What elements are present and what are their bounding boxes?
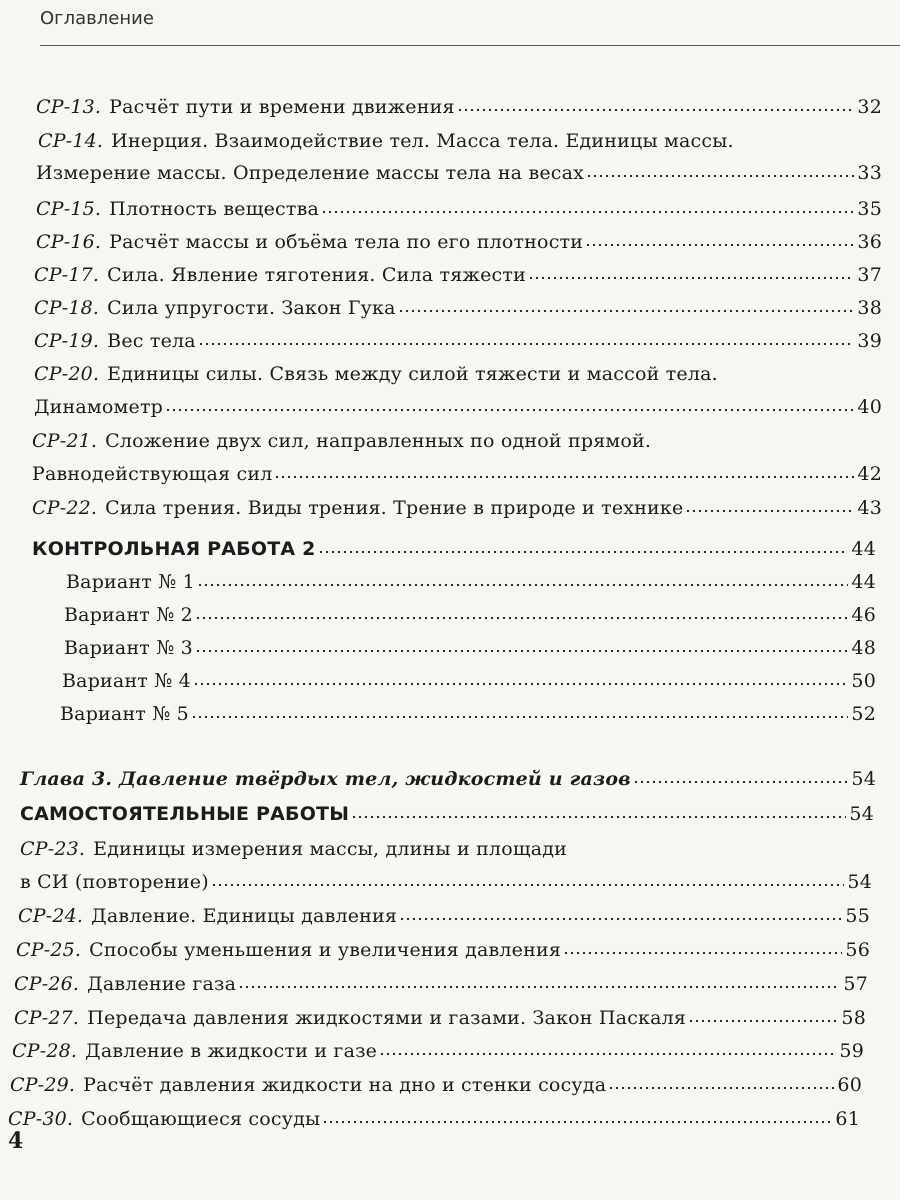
dot-leader xyxy=(165,408,854,412)
dot-leader xyxy=(586,174,854,178)
dot-leader xyxy=(528,276,854,280)
toc-entry-sr17 xyxy=(0,256,900,290)
entry-title: Сообщающиеся сосуды xyxy=(81,1108,321,1130)
toc-entry-sr16 xyxy=(0,223,900,257)
toc-entry-sr29 xyxy=(0,1066,900,1100)
dot-leader xyxy=(238,985,840,989)
toc-entry-sr26 xyxy=(0,965,900,999)
toc-entry-sr27 xyxy=(0,999,900,1033)
toc-variant-4 xyxy=(0,662,900,696)
entry-page: 38 xyxy=(857,297,882,319)
toc-entry-sr22 xyxy=(0,489,900,523)
entry-title: Сила упругости. Закон Гука xyxy=(107,297,396,319)
chapter-title: Глава 3. Давление твёрдых тел, жидкостей и газов xyxy=(20,768,631,790)
toc-entry-sr30 xyxy=(0,1100,900,1134)
entry-page: 55 xyxy=(845,905,870,927)
dot-leader xyxy=(585,243,854,247)
entry-title: Давление газа xyxy=(87,973,237,995)
dot-leader xyxy=(193,682,848,686)
toc-entry-sr21 xyxy=(0,422,900,486)
entry-code: СР-19. xyxy=(34,330,100,352)
dot-leader xyxy=(608,1086,834,1090)
dot-leader xyxy=(457,108,854,112)
entry-code: СР-26. xyxy=(14,973,80,995)
entry-page: 54 xyxy=(851,768,876,790)
entry-page: 61 xyxy=(835,1108,860,1130)
toc-entry-sr28 xyxy=(0,1032,900,1066)
entry-code: СР-20. xyxy=(34,363,100,385)
entry-code: СР-25. xyxy=(16,939,82,961)
entry-title-cont: Измерение массы. Определение массы тела на весах xyxy=(36,162,585,184)
entry-code: СР-21. xyxy=(32,430,98,452)
entry-title: Передача давления жидкостями и газами. Закон Паскаля xyxy=(87,1007,687,1029)
toc-variant-5 xyxy=(0,695,900,729)
variant-title: Вариант № 4 xyxy=(62,670,191,692)
entry-page: 50 xyxy=(851,670,876,692)
entry-title: Сложение двух сил, направленных по одной прямой. xyxy=(105,430,652,452)
entry-page: 32 xyxy=(857,96,882,118)
toc-entry-sr18 xyxy=(0,289,900,323)
entry-code: СР-28. xyxy=(12,1040,78,1062)
entry-page: 44 xyxy=(851,571,876,593)
entry-page: 40 xyxy=(857,396,882,418)
toc-variant-2 xyxy=(0,596,900,630)
entry-code: СР-14. xyxy=(38,130,104,152)
variant-title: Вариант № 1 xyxy=(66,571,195,593)
dot-leader xyxy=(351,815,846,819)
entry-code: СР-16. xyxy=(36,231,102,253)
toc-entry-sr20 xyxy=(0,355,900,419)
entry-page: 37 xyxy=(857,264,882,286)
variant-title: Вариант № 5 xyxy=(60,703,189,725)
entry-page: 43 xyxy=(857,497,882,519)
entry-page: 33 xyxy=(857,162,882,184)
dot-leader xyxy=(398,309,854,313)
entry-page: 48 xyxy=(851,637,876,659)
entry-title-cont: Динамометр xyxy=(34,396,164,418)
running-header: Оглавление xyxy=(40,8,154,29)
entry-code: СР-15. xyxy=(36,198,102,220)
variant-title: Вариант № 2 xyxy=(64,604,193,626)
toc-section-independent-work xyxy=(0,795,900,829)
toc-entry-sr23 xyxy=(0,830,900,894)
toc-entry-sr24 xyxy=(0,897,900,931)
dot-leader xyxy=(195,616,848,620)
entry-page: 39 xyxy=(857,330,882,352)
toc-entry-sr25 xyxy=(0,931,900,965)
dot-leader xyxy=(399,917,842,921)
entry-title: Единицы измерения массы, длины и площади xyxy=(93,838,567,860)
entry-code: СР-30. xyxy=(8,1108,74,1130)
entry-page: 56 xyxy=(845,939,870,961)
entry-page: 46 xyxy=(851,604,876,626)
dot-leader xyxy=(195,649,848,653)
header-rule xyxy=(40,45,900,46)
dot-leader xyxy=(197,583,848,587)
entry-page: 52 xyxy=(851,703,876,725)
entry-title: Способы уменьшения и увеличения давления xyxy=(89,939,562,961)
entry-page: 35 xyxy=(857,198,882,220)
dot-leader xyxy=(211,883,844,887)
entry-title: Расчёт массы и объёма тела по его плотности xyxy=(109,231,584,253)
entry-title: Сила трения. Виды трения. Трение в природе и технике xyxy=(105,497,684,519)
toc-section-test-2 xyxy=(0,530,900,564)
entry-page: 58 xyxy=(841,1007,866,1029)
toc-chapter-3 xyxy=(0,760,900,794)
entry-title: Единицы силы. Связь между силой тяжести и массой тела. xyxy=(107,363,718,385)
dot-leader xyxy=(191,715,848,719)
entry-code: СР-18. xyxy=(34,297,100,319)
entry-title: Давление. Единицы давления xyxy=(91,905,398,927)
entry-title: Сила. Явление тяготения. Сила тяжести xyxy=(107,264,526,286)
toc-entry-sr15 xyxy=(0,190,900,224)
section-title: САМОСТОЯТЕЛЬНЫЕ РАБОТЫ xyxy=(20,803,350,825)
entry-code: СР-29. xyxy=(10,1074,76,1096)
toc-entry-sr19 xyxy=(0,322,900,356)
dot-leader xyxy=(688,1019,838,1023)
entry-page: 42 xyxy=(857,463,882,485)
entry-code: СР-22. xyxy=(32,497,98,519)
toc-variant-3 xyxy=(0,629,900,663)
entry-title: Давление в жидкости и газе xyxy=(85,1040,378,1062)
dot-leader xyxy=(379,1052,836,1056)
entry-code: СР-13. xyxy=(36,96,102,118)
toc-entry-sr14 xyxy=(0,122,900,186)
dot-leader xyxy=(198,342,854,346)
entry-title-cont: Равнодействующая сил xyxy=(32,463,273,485)
dot-leader xyxy=(633,780,848,784)
page-number: 4 xyxy=(8,1128,24,1154)
toc-entry-sr13 xyxy=(0,88,900,122)
entry-title: Вес тела xyxy=(107,330,196,352)
dot-leader xyxy=(322,1120,832,1124)
entry-page: 59 xyxy=(839,1040,864,1062)
entry-page: 54 xyxy=(849,803,874,825)
dot-leader xyxy=(318,550,849,554)
entry-title: Инерция. Взаимодействие тел. Масса тела. Единицы массы. xyxy=(111,130,734,152)
dot-leader xyxy=(274,475,854,479)
entry-title: Расчёт давления жидкости на дно и стенки сосуда xyxy=(83,1074,607,1096)
dot-leader xyxy=(321,210,854,214)
entry-title-cont: в СИ (повторение) xyxy=(20,871,209,893)
entry-code: СР-17. xyxy=(34,264,100,286)
entry-title: Расчёт пути и времени движения xyxy=(109,96,455,118)
entry-page: 36 xyxy=(857,231,882,253)
entry-page: 57 xyxy=(843,973,868,995)
entry-page: 44 xyxy=(851,538,876,560)
entry-page: 54 xyxy=(847,871,872,893)
entry-code: СР-27. xyxy=(14,1007,80,1029)
entry-code: СР-23. xyxy=(20,838,86,860)
entry-title: Плотность вещества xyxy=(109,198,320,220)
variant-title: Вариант № 3 xyxy=(64,637,193,659)
toc-variant-1 xyxy=(0,563,900,597)
section-title: КОНТРОЛЬНАЯ РАБОТА 2 xyxy=(32,538,316,560)
entry-page: 60 xyxy=(837,1074,862,1096)
dot-leader xyxy=(685,509,854,513)
dot-leader xyxy=(563,951,842,955)
entry-code: СР-24. xyxy=(18,905,84,927)
